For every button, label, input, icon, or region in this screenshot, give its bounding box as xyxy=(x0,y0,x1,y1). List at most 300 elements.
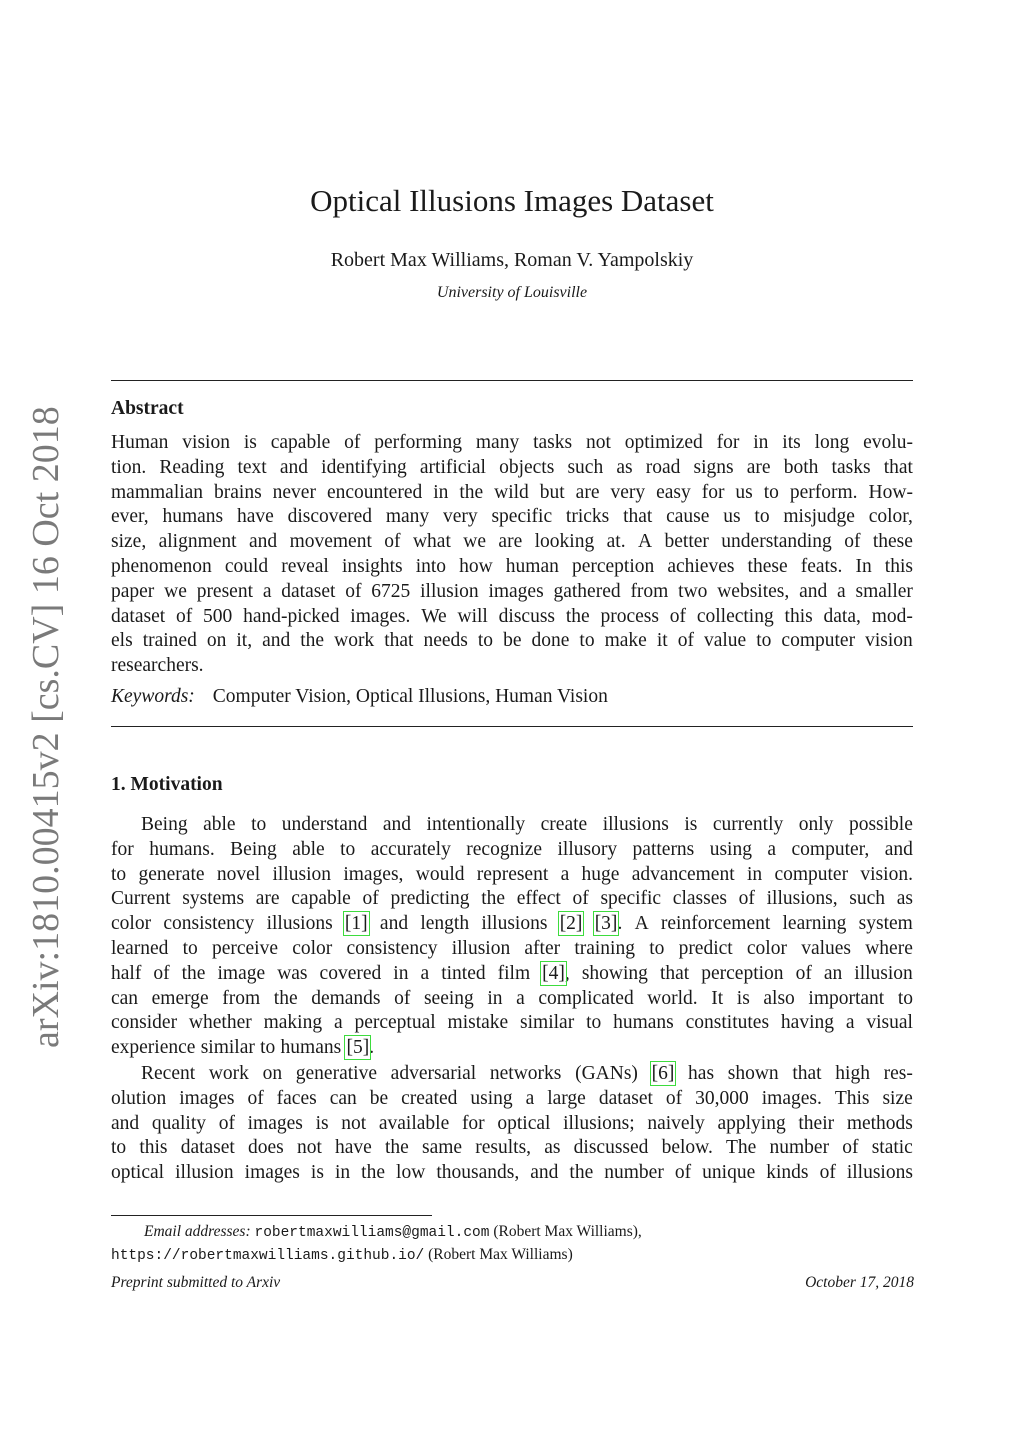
word: els xyxy=(111,630,133,652)
citation-word: [4], xyxy=(542,962,570,984)
word: make xyxy=(604,630,647,652)
word: work xyxy=(208,1063,249,1084)
word: dataset xyxy=(598,1087,653,1109)
citation-link[interactable]: [4] xyxy=(542,962,565,984)
citation-word xyxy=(560,912,583,937)
text-line xyxy=(111,1062,913,1087)
word: (GANs) xyxy=(575,1063,638,1084)
word: collecting xyxy=(696,605,774,627)
word: able xyxy=(203,814,236,835)
word: these xyxy=(747,555,788,577)
word: optimized xyxy=(624,432,703,453)
word: would xyxy=(415,863,465,885)
word: advancement xyxy=(631,863,735,885)
word: emerge xyxy=(151,987,209,1009)
text-line xyxy=(111,887,913,912)
word: using xyxy=(470,1087,513,1109)
word: to xyxy=(897,987,913,1009)
word: number xyxy=(604,1162,664,1184)
word: a xyxy=(525,1087,535,1109)
word: and xyxy=(379,913,409,935)
email-owner: (Robert Max Williams), xyxy=(493,1223,642,1240)
text-line xyxy=(111,863,913,888)
word: and xyxy=(262,630,291,652)
citation-link[interactable]: [2] xyxy=(559,913,583,935)
word: a xyxy=(420,962,430,984)
word: of xyxy=(677,630,694,652)
citation-link[interactable]: [6] xyxy=(651,1063,675,1084)
word: accurately xyxy=(370,838,451,860)
word: results, xyxy=(475,1137,532,1159)
word: training xyxy=(574,937,635,959)
text-line xyxy=(111,1136,913,1161)
text-line xyxy=(111,838,913,863)
word: consistency xyxy=(346,937,438,959)
word: to xyxy=(260,1037,276,1059)
word: a xyxy=(560,863,570,885)
word: of xyxy=(842,1137,859,1159)
word: that xyxy=(659,962,690,984)
word: mod- xyxy=(871,605,913,627)
word: present xyxy=(196,580,253,602)
word: of xyxy=(819,1162,836,1184)
word: of xyxy=(738,888,755,910)
word: adversarial xyxy=(390,1063,477,1084)
word: humans. xyxy=(149,838,215,860)
word: tion. xyxy=(111,456,147,478)
footnote-label: Email addresses: xyxy=(144,1223,251,1240)
word: humans xyxy=(280,1037,342,1059)
word: learned xyxy=(111,937,169,959)
affiliation: University of Louisville xyxy=(436,284,588,301)
word: illusions, xyxy=(766,888,838,910)
word: color xyxy=(746,937,787,959)
word: vision xyxy=(182,432,230,453)
word: currently xyxy=(712,814,784,835)
authors: Robert Max Williams, Roman V. Yampolskiy xyxy=(330,249,694,271)
word: a xyxy=(333,1012,343,1034)
text-line xyxy=(111,580,913,605)
word: to xyxy=(111,1137,127,1159)
word: huge xyxy=(581,863,620,885)
word: complicated xyxy=(538,987,634,1009)
text-line xyxy=(111,962,913,987)
word: in xyxy=(334,1162,351,1184)
word: easy xyxy=(656,481,691,503)
word: effect xyxy=(516,888,561,910)
word: quality xyxy=(151,1112,207,1134)
word: their xyxy=(798,1112,835,1134)
word: trained xyxy=(142,630,197,652)
word: for xyxy=(716,432,740,453)
motivation-paragraph-1 xyxy=(111,813,913,1061)
word: not xyxy=(585,432,611,453)
word: where xyxy=(865,937,913,959)
word: does xyxy=(248,1137,284,1159)
word: mistake xyxy=(447,1012,509,1034)
word: that xyxy=(384,630,414,652)
word: has xyxy=(688,1063,715,1084)
word: data, xyxy=(823,605,861,627)
word: illusion xyxy=(854,962,913,984)
word: optical xyxy=(497,1112,551,1134)
text-line xyxy=(111,431,913,456)
citation-link[interactable]: [1] xyxy=(344,913,368,935)
word: tinted xyxy=(441,962,486,984)
word: 500 xyxy=(203,605,233,627)
word: perceptual xyxy=(354,1012,436,1034)
abstract-top-rule xyxy=(111,380,913,381)
word: kinds xyxy=(766,1162,809,1184)
word: smaller xyxy=(855,580,913,602)
word: a xyxy=(837,580,846,602)
word: wild xyxy=(494,481,529,503)
word: it xyxy=(656,630,668,652)
word: the xyxy=(569,1162,594,1184)
word: done xyxy=(531,630,570,652)
text-line xyxy=(111,1161,913,1186)
word: computer xyxy=(781,630,856,652)
word: dataset xyxy=(180,1137,235,1159)
text-line xyxy=(111,987,913,1012)
word: and xyxy=(111,1112,140,1134)
word: illusory xyxy=(557,838,618,860)
word: brains xyxy=(214,481,262,503)
text-line xyxy=(111,530,913,555)
word: size xyxy=(882,1087,913,1109)
word: such xyxy=(849,888,886,910)
word: consider xyxy=(111,1012,178,1034)
text-line xyxy=(111,654,913,679)
word: perform. xyxy=(789,481,858,503)
word: and xyxy=(249,531,278,553)
word: the xyxy=(459,481,484,503)
word: understand xyxy=(281,814,368,835)
word: never xyxy=(272,481,316,503)
word: movement xyxy=(289,531,372,553)
word: a xyxy=(845,1012,855,1034)
word: two xyxy=(678,580,708,602)
word: generate xyxy=(138,863,205,885)
section-heading-motivation: 1. Motivation xyxy=(111,774,223,795)
word: unique xyxy=(702,1162,756,1184)
word: shown xyxy=(727,1063,779,1084)
word: are xyxy=(575,481,600,503)
word: olution xyxy=(111,1087,167,1109)
word: of xyxy=(394,987,411,1009)
email-link[interactable]: robertmaxwilliams@gmail.com xyxy=(254,1225,490,1241)
word: available xyxy=(378,1112,450,1134)
word: us xyxy=(735,481,753,503)
word: to xyxy=(756,630,772,652)
word: a xyxy=(516,987,525,1009)
citation-word: [3]. xyxy=(594,913,623,935)
citation-word xyxy=(345,912,368,937)
word: to xyxy=(763,481,779,503)
word: of xyxy=(669,605,687,627)
word: discovered xyxy=(287,506,373,528)
word: such xyxy=(567,456,604,478)
word: ever, xyxy=(111,506,149,528)
word: human xyxy=(505,555,559,577)
word: feats. xyxy=(800,555,843,577)
word: is xyxy=(315,1112,329,1134)
text-line xyxy=(111,1087,913,1112)
word: humans xyxy=(162,506,224,528)
word: road xyxy=(645,456,681,478)
arxiv-identifier: arXiv:1810.00415v2 [cs.CV] 16 Oct 2018 xyxy=(25,406,67,1048)
word: of xyxy=(153,962,170,984)
word: number xyxy=(769,1137,830,1159)
word: understanding xyxy=(721,531,832,553)
word: discussed xyxy=(573,1137,649,1159)
word: learning xyxy=(782,913,847,935)
word: and xyxy=(382,814,412,835)
word: illusions xyxy=(481,913,548,935)
preprint-date: October 17, 2018 xyxy=(805,1274,914,1291)
word: patterns xyxy=(632,838,695,860)
word: long xyxy=(814,432,850,453)
word: the xyxy=(565,605,590,627)
word: illusion xyxy=(420,580,479,602)
word: images, xyxy=(343,863,404,885)
url-owner: (Robert Max Williams) xyxy=(428,1246,573,1263)
word: researchers. xyxy=(111,655,204,677)
word: color, xyxy=(868,506,913,528)
word: achieves xyxy=(667,555,735,577)
word: illusion xyxy=(175,1162,234,1184)
word: large xyxy=(547,1087,586,1109)
word: size, xyxy=(111,531,147,553)
word: tricks xyxy=(565,506,610,528)
word: identifying xyxy=(321,456,407,478)
word: value xyxy=(703,630,747,652)
word: be xyxy=(503,630,522,652)
word: very xyxy=(610,481,646,503)
word: of xyxy=(795,962,812,984)
word: film xyxy=(497,962,531,984)
word: at. xyxy=(606,531,626,553)
keywords-label: Keywords: xyxy=(111,686,195,707)
word: perception xyxy=(571,555,655,577)
word: intentionally xyxy=(426,814,526,835)
word: was xyxy=(277,962,308,984)
word: misjudge xyxy=(783,506,855,528)
word: This xyxy=(834,1087,870,1109)
word: vision. xyxy=(860,863,913,885)
word: color xyxy=(111,913,152,935)
word: have xyxy=(236,506,274,528)
abstract-heading: Abstract xyxy=(111,398,184,419)
word: mammalian xyxy=(111,481,204,503)
word: the xyxy=(181,962,206,984)
word: discuss xyxy=(498,605,556,627)
word: showing xyxy=(581,962,648,984)
word: images xyxy=(244,1162,300,1184)
word: could xyxy=(224,555,269,577)
word: capable xyxy=(270,432,331,453)
word: able xyxy=(292,838,325,860)
word: to xyxy=(477,630,494,652)
word: the xyxy=(273,987,298,1009)
word: to xyxy=(340,838,356,860)
keywords-text: Computer Vision, Optical Illusions, Human Vision xyxy=(212,686,608,707)
word: can xyxy=(329,1087,357,1109)
word: to xyxy=(111,863,127,885)
word: consistency xyxy=(163,913,255,935)
word: It xyxy=(711,987,724,1009)
word: that xyxy=(792,1063,822,1084)
word: reinforcement xyxy=(660,913,771,935)
word: as xyxy=(616,456,633,478)
text-line xyxy=(111,1112,913,1137)
word: this xyxy=(139,1137,168,1159)
word: of xyxy=(384,531,401,553)
word: hand-picked xyxy=(243,605,340,627)
word: of xyxy=(844,531,861,553)
word: illusions; xyxy=(563,1112,635,1134)
word: cause xyxy=(666,506,710,528)
word: of xyxy=(175,605,193,627)
word: perception xyxy=(701,962,784,984)
paper-title: Optical Illusions Images Dataset xyxy=(310,183,714,218)
word: this xyxy=(884,555,913,577)
word: classes xyxy=(672,888,727,910)
word: having xyxy=(780,1012,834,1034)
word: dataset xyxy=(281,580,336,602)
word: many xyxy=(475,432,520,453)
citation-word: [5]. xyxy=(346,1037,375,1059)
word: The xyxy=(726,1137,757,1159)
word: from xyxy=(222,987,261,1009)
word: performing xyxy=(374,432,463,453)
word: specific xyxy=(491,506,553,528)
abstract-body xyxy=(111,431,913,679)
word: humans xyxy=(613,1012,674,1034)
word: only xyxy=(798,814,834,835)
word: novel xyxy=(216,863,261,885)
word: are xyxy=(746,456,771,478)
word: 30,000 xyxy=(695,1087,749,1109)
word: an xyxy=(823,962,843,984)
word: of xyxy=(665,1087,683,1109)
word: the xyxy=(385,1137,409,1159)
word: experience xyxy=(111,1037,196,1059)
word: on xyxy=(206,630,227,652)
word: not xyxy=(296,1137,322,1159)
text-line xyxy=(111,555,913,580)
word: evolu- xyxy=(863,432,913,453)
word: same xyxy=(422,1137,463,1159)
word: images xyxy=(247,1112,303,1134)
word: whether xyxy=(188,1012,252,1034)
word: work xyxy=(334,630,375,652)
abstract-bottom-rule xyxy=(111,726,913,727)
word: as xyxy=(896,888,913,910)
word: capable xyxy=(291,888,351,910)
word: created xyxy=(401,1087,458,1109)
word: specific xyxy=(600,888,662,910)
preprint-note: Preprint submitted to Arxiv xyxy=(111,1274,281,1291)
word: create xyxy=(540,814,588,835)
word: can xyxy=(111,987,139,1009)
text-line xyxy=(111,605,913,630)
citation-word xyxy=(652,1062,675,1087)
word: demands xyxy=(311,987,381,1009)
word: on xyxy=(262,1063,283,1084)
word: color xyxy=(292,937,333,959)
word: systems xyxy=(182,888,245,910)
word: Reading xyxy=(159,456,225,478)
keywords xyxy=(111,686,608,708)
word: these xyxy=(872,531,913,553)
word: optical xyxy=(111,1162,165,1184)
word: similar xyxy=(200,1037,255,1059)
word: system xyxy=(858,913,913,935)
word: dataset xyxy=(111,605,166,627)
text-line xyxy=(111,937,913,962)
word: to xyxy=(251,814,267,835)
word: similar xyxy=(520,1012,575,1034)
homepage-link[interactable]: https://robertmaxwilliams.github.io/ xyxy=(111,1248,425,1264)
word: Being xyxy=(141,814,188,835)
word: not xyxy=(341,1112,367,1134)
word: naively xyxy=(647,1112,705,1134)
word: using xyxy=(709,838,752,860)
word: important xyxy=(808,987,885,1009)
text-line xyxy=(111,1036,913,1061)
word: for xyxy=(701,481,725,503)
word: of xyxy=(247,1087,264,1109)
word: of xyxy=(674,1162,692,1184)
word: that xyxy=(623,506,653,528)
word: paper xyxy=(111,580,155,602)
citation-link[interactable]: [3] xyxy=(594,913,618,935)
word: vision xyxy=(865,630,913,652)
word: of xyxy=(345,580,362,602)
word: images. xyxy=(761,1087,822,1109)
word: alignment xyxy=(158,531,237,553)
word: better xyxy=(664,531,709,553)
citation-link[interactable]: [5] xyxy=(346,1037,370,1059)
word: and xyxy=(279,456,309,478)
word: but xyxy=(539,481,565,503)
word: its xyxy=(782,432,801,453)
word: the xyxy=(361,1162,385,1184)
word: of xyxy=(362,888,379,910)
word: computer xyxy=(774,863,849,885)
word: text xyxy=(237,456,267,478)
word: as xyxy=(544,1137,561,1159)
text-line xyxy=(111,481,913,506)
word: methods xyxy=(846,1112,913,1134)
word: also xyxy=(763,987,795,1009)
word: How- xyxy=(868,481,913,503)
word: illusions xyxy=(846,1162,913,1184)
word: for xyxy=(111,838,134,860)
word: generative xyxy=(295,1063,377,1084)
word: 6725 xyxy=(371,580,411,602)
word: will xyxy=(457,605,488,627)
word: illusion xyxy=(451,937,511,959)
word: images. xyxy=(350,605,411,627)
word: tasks xyxy=(831,456,871,478)
word: the xyxy=(300,630,325,652)
word: gathered xyxy=(553,580,621,602)
word: Human xyxy=(111,432,169,453)
word: websites, xyxy=(717,580,790,602)
word: looking xyxy=(534,531,595,553)
